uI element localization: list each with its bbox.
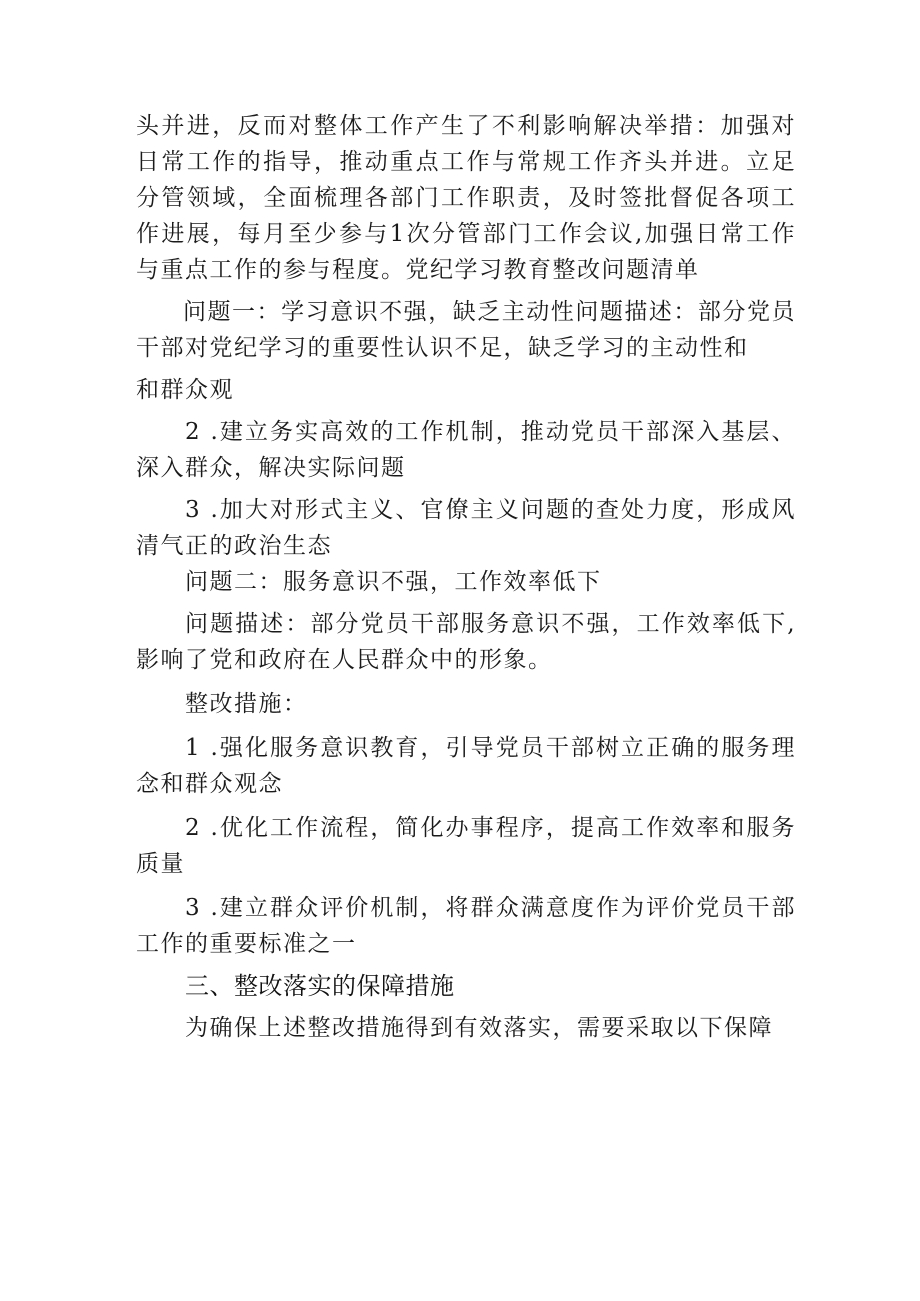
paragraph-measures-label: 整改措施： xyxy=(185,691,308,717)
list-item-service-1: 1 .强化服务意识教育，引导党员干部树立正确的服务理念和群众观念 xyxy=(136,735,796,797)
paragraph-issue-two-title: 问题二：服务意识不强，工作效率低下 xyxy=(185,569,602,595)
paragraph-issue-one: 问题一：学习意识不强，缺乏主动性问题描述：部分党员干部对党纪学习的重要性认识不足，缺乏学习的主动性和 xyxy=(136,299,796,361)
section-heading: 三、整改落实的保障措施 xyxy=(185,972,455,1000)
paragraph-continuation: 头并进，反而对整体工作产生了不利影响解决举措：加强对日常工作的指导，推动重点工作与常规工作齐头并进。立足分管领域，全面梳理各部门工作职责，及时签批督促各项工作进展，每月至少参与1次分管部门工作会议,加强日常工作与重点工作的参与程度。党纪学习教育整改问题清单 xyxy=(136,113,796,283)
document-body xyxy=(136,108,796,1046)
list-item-service-2: 2 .优化工作流程，简化办事程序，提高工作效率和服务质量 xyxy=(136,815,796,877)
list-item-service-3: 3 .建立群众评价机制，将群众满意度作为评价党员干部工作的重要标准之一 xyxy=(136,895,796,957)
paragraph-fragment: 和群众观 xyxy=(136,377,234,403)
list-item-measure-2: 2 .建立务实高效的工作机制，推动党员干部深入基层、深入群众，解决实际问题 xyxy=(136,419,796,481)
list-item-measure-3: 3 .加大对形式主义、官僚主义问题的查处力度，形成风清气正的政治生态 xyxy=(136,497,796,559)
paragraph-issue-two-description: 问题描述：部分党员干部服务意识不强，工作效率低下,影响了党和政府在人民群众中的形象。 xyxy=(136,611,796,673)
paragraph-closing: 为确保上述整改措施得到有效落实，需要采取以下保障 xyxy=(185,1015,773,1041)
